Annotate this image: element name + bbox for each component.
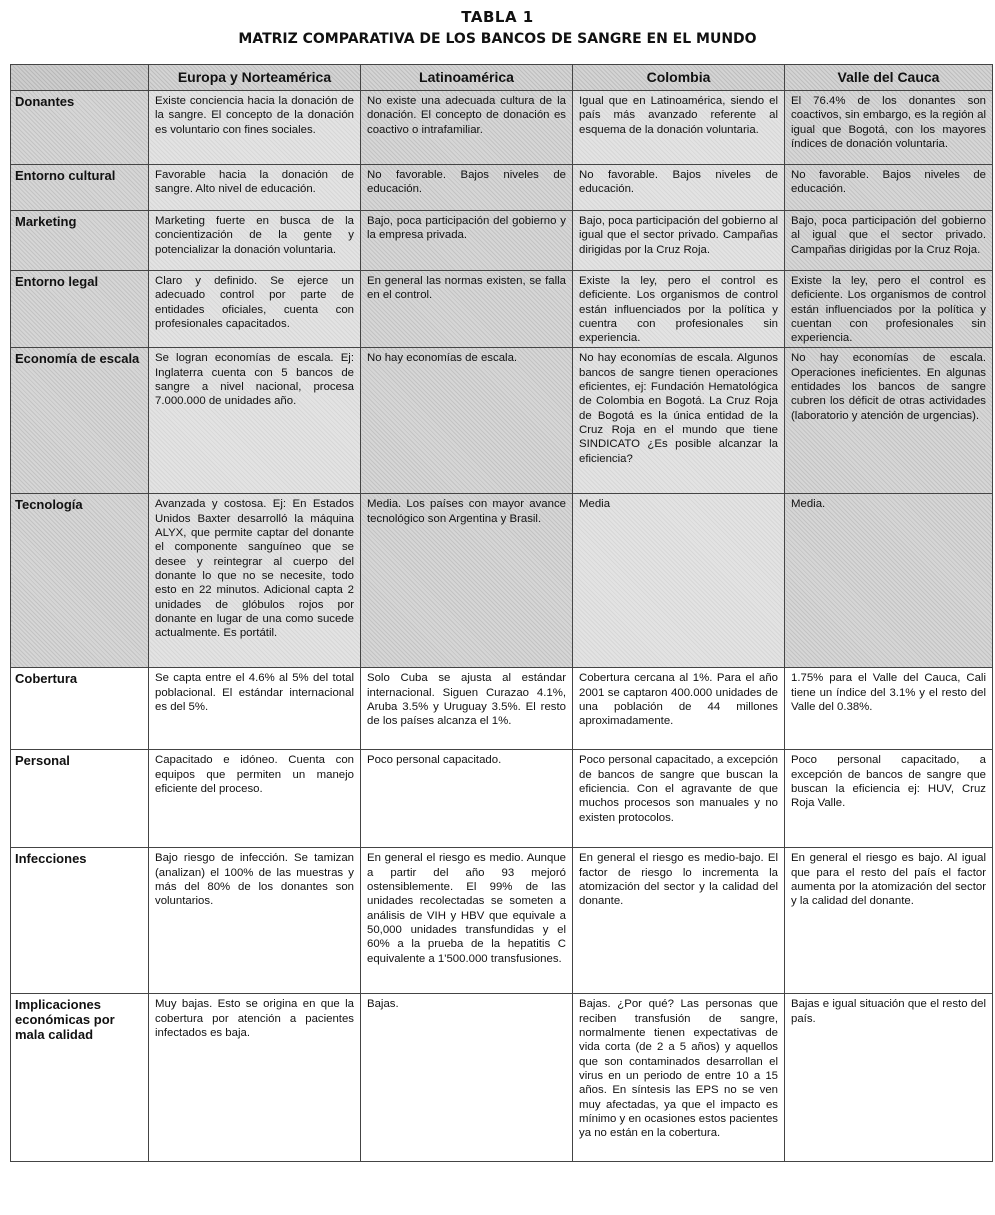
table-row [11,750,993,848]
row-label: Marketing [11,211,149,271]
cell-valle: Existe la ley, pero el control es deficiente. Los organismos de control están influenciados por la política y cuentan con profesionales sin experiencia. [785,271,993,348]
cell-europa: Se capta entre el 4.6% al 5% del total poblacional. El estándar internacional es del 5%. [149,668,361,750]
table-row [11,494,993,668]
row-label: Cobertura [11,668,149,750]
cell-europa: Claro y definido. Se ejerce un adecuado control por parte de entidades oficiales, cuenta con profesionales capacitados. [149,271,361,348]
column-header-colombia: Colombia [573,65,785,91]
cell-colombia: Existe la ley, pero el control es deficiente. Los organismos de control están influenciados por la política y cuentra con profesionales sin experiencia. [573,271,785,348]
table-number: TABLA 1 [461,8,534,26]
row-label: Entorno cultural [11,165,149,211]
cell-latinoamerica: Solo Cuba se ajusta al estándar internacional. Siguen Curazao 4.1%, Aruba 3.5% y Uruguay 3.5%. El resto de los países alcanza el 1%. [361,668,573,750]
table-heading [0,6,995,50]
cell-valle: 1.75% para el Valle del Cauca, Cali tiene un índice del 3.1% y el resto del Valle del 0.38%. [785,668,993,750]
cell-colombia: Media [573,494,785,668]
row-label: Personal [11,750,149,848]
header-row [11,65,993,91]
cell-valle: Poco personal capacitado, a excepción de bancos de sangre que buscan la eficiencia ej: HUV, Cruz Roja Valle. [785,750,993,848]
cell-latinoamerica: Poco personal capacitado. [361,750,573,848]
table-row [11,668,993,750]
cell-colombia: Bajo, poca participación del gobierno al igual que el sector privado. Campañas dirigidas por la Cruz Roja. [573,211,785,271]
table-row [11,271,993,348]
cell-europa: Bajo riesgo de infección. Se tamizan (analizan) el 100% de las muestras y más del 80% de los donantes son voluntarios. [149,848,361,994]
column-header-valle: Valle del Cauca [785,65,993,91]
cell-latinoamerica: En general las normas existen, se falla en el control. [361,271,573,348]
cell-colombia: Igual que en Latinoamérica, siendo el país más avanzado referente al esquema de la donación voluntaria. [573,91,785,165]
table-row [11,994,993,1162]
cell-europa: Favorable hacia la donación de sangre. Alto nivel de educación. [149,165,361,211]
cell-colombia: No favorable. Bajos niveles de educación. [573,165,785,211]
cell-colombia: Cobertura cercana al 1%. Para el año 2001 se captaron 400.000 unidades de una población de 44 millones aproximadamente. [573,668,785,750]
row-label: Economía de escala [11,348,149,494]
table-row [11,848,993,994]
cell-valle: En general el riesgo es bajo. Al igual que para el resto del país el factor aumenta por la atomización del sector y la calidad del donante. [785,848,993,994]
cell-valle: Media. [785,494,993,668]
cell-colombia: Poco personal capacitado, a excepción de bancos de sangre que buscan la eficiencia. Con el agravante de que muchos procesos son manuales y no existen protocolos. [573,750,785,848]
cell-latinoamerica: No hay economías de escala. [361,348,573,494]
cell-europa: Capacitado e idóneo. Cuenta con equipos que permiten un manejo eficiente del proceso. [149,750,361,848]
row-label: Entorno legal [11,271,149,348]
cell-valle: Bajo, poca participación del gobierno al igual que el sector privado. Campañas dirigidas por la Cruz Roja. [785,211,993,271]
table-row [11,348,993,494]
cell-europa: Marketing fuerte en busca de la concientización de la gente y potencializar la donación voluntaria. [149,211,361,271]
cell-valle: No favorable. Bajos niveles de educación. [785,165,993,211]
comparison-table [10,64,993,1162]
cell-colombia: Bajas. ¿Por qué? Las personas que reciben transfusión de sangre, normalmente tienen expectativas de vida corta (de 2 a 5 años) y aquellos que son contaminados desarrollan el virus en un periodo de entre 10 a 15 años. En síntesis las EPS no se ven muy afectadas, ya que el impacto es mínimo y en ocasiones estos pacientes ya no están en la cobertura. [573,994,785,1162]
row-label: Implicaciones económicas por mala calidad [11,994,149,1162]
cell-europa: Avanzada y costosa. Ej: En Estados Unidos Baxter desarrolló la máquina ALYX, que permite captar del donante el componente sanguíneo que se desee y reintegrar al cuerpo del donante lo que no se necesite, todo esto en 22 minutos. Adicional capta 2 unidades de glóbulos rojos por donante en lugar de una como sucede actualmente. Es portátil. [149,494,361,668]
table-row [11,165,993,211]
cell-latinoamerica: Media. Los países con mayor avance tecnológico son Argentina y Brasil. [361,494,573,668]
cell-latinoamerica: No favorable. Bajos niveles de educación. [361,165,573,211]
cell-valle: El 76.4% de los donantes son coactivos, sin embargo, es la región al igual que Bogotá, con los mayores índices de donación voluntaria. [785,91,993,165]
cell-latinoamerica: En general el riesgo es medio. Aunque a partir del año 93 mejoró ostensiblemente. El 99% de las unidades recolectadas se someten a análisis de VIH y HBV que equivale a 50,000 unidades transfundidas y el 60% a la prueba de la hepatitis C equivalente a 1'500.000 transfusiones. [361,848,573,994]
table-row [11,91,993,165]
cell-europa: Existe conciencia hacia la donación de la sangre. El concepto de la donación es voluntario con fines sociales. [149,91,361,165]
cell-valle: No hay economías de escala. Operaciones ineficientes. En algunas entidades los bancos de sangre cubren los déficit de otras actividades (laboratorio y atención de urgencias). [785,348,993,494]
cell-colombia: En general el riesgo es medio-bajo. El factor de riesgo lo incrementa la atomización del sector y la calidad del donante. [573,848,785,994]
header-corner [11,65,149,91]
cell-latinoamerica: Bajo, poca participación del gobierno y la empresa privada. [361,211,573,271]
cell-latinoamerica: Bajas. [361,994,573,1162]
table-row [11,211,993,271]
row-label: Tecnología [11,494,149,668]
cell-colombia: No hay economías de escala. Algunos bancos de sangre tienen operaciones eficientes, ej: Fundación Hematológica de Colombia en Bogotá. La Cruz Roja de Bogotá es la única entidad de la Cruz Roja en el mundo que tiene SINDICATO ¿Es posible alcanzar la eficiencia? [573,348,785,494]
cell-europa: Se logran economías de escala. Ej: Inglaterra cuenta con 5 bancos de sangre a nivel nacional, procesa 7.000.000 de unidades año. [149,348,361,494]
cell-valle: Bajas e igual situación que el resto del país. [785,994,993,1162]
column-header-europa: Europa y Norteamérica [149,65,361,91]
table-title: MATRIZ COMPARATIVA DE LOS BANCOS DE SANGRE EN EL MUNDO [238,31,757,47]
cell-europa: Muy bajas. Esto se origina en que la cobertura por atención a pacientes infectados es baja. [149,994,361,1162]
cell-latinoamerica: No existe una adecuada cultura de la donación. El concepto de donación es coactivo o intrafamiliar. [361,91,573,165]
row-label: Donantes [11,91,149,165]
column-header-latinoamerica: Latinoamérica [361,65,573,91]
row-label: Infecciones [11,848,149,994]
